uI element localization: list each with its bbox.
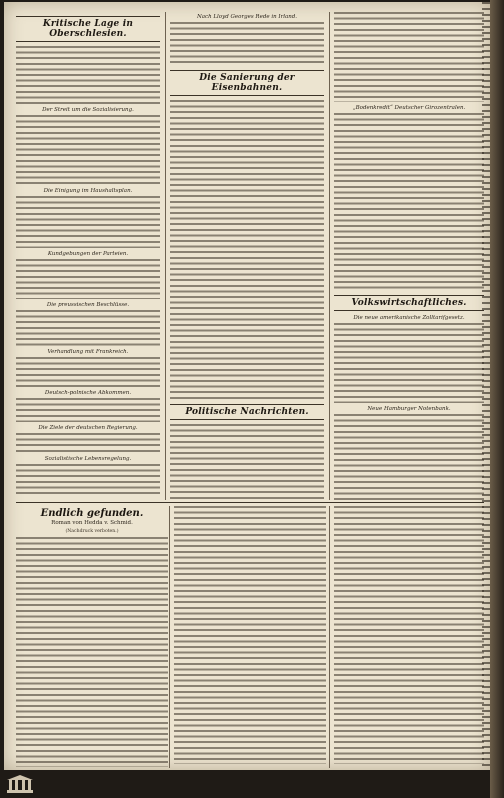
left-subhead-5: Verhandlung mit Frankreich.: [47, 349, 129, 355]
serial-continuation: [334, 506, 484, 768]
article-body: [170, 100, 324, 400]
article-body: [170, 424, 324, 500]
left-subhead-7: Die Ziele der deutschen Regierung.: [38, 425, 138, 431]
middle-section-title: Politische Nachrichten.: [170, 404, 324, 420]
column-divider: [329, 12, 330, 500]
left-subhead-8: Sozialistische Lebensregelung.: [44, 456, 132, 462]
right-subhead-1: „Bodenkredit“ Deutscher Girozentralen.: [352, 105, 466, 111]
page-edge-text: [482, 2, 490, 770]
article-body: [170, 22, 324, 66]
left-column: [16, 12, 160, 500]
article-body: [16, 398, 160, 422]
article-body: [334, 414, 484, 500]
article-body: [16, 46, 160, 104]
serial-continuation: [174, 506, 326, 768]
library-logo-icon: [6, 774, 34, 796]
article-body: [16, 357, 160, 387]
article-body: [16, 259, 160, 299]
left-subhead-4: Die preussischen Beschlüsse.: [46, 302, 130, 308]
serial-reprint-note: (Nachdruck verboten.): [65, 529, 119, 534]
column-divider: [329, 506, 330, 768]
left-subhead-3: Kundgebungen der Parteien.: [47, 251, 129, 257]
article-body: [334, 323, 484, 403]
middle-top-title: Nach Lloyd Georges Rede in Irland.: [196, 14, 298, 20]
section-rule: [16, 502, 484, 503]
archive-footer: [0, 772, 490, 798]
serial-body: [16, 537, 168, 767]
right-column: [334, 12, 484, 500]
book-spine: [490, 0, 504, 798]
column-divider: [169, 506, 170, 768]
serial-title: Endlich gefunden.: [40, 508, 144, 519]
left-subhead-2: Die Einigung im Haushaltsplan.: [43, 188, 133, 194]
article-body: [16, 464, 160, 494]
right-subhead-3: Neue Hamburger Notenbank.: [367, 406, 451, 412]
serial-story: [16, 506, 168, 768]
middle-headline: Die Sanierung der Eisenbahnen.: [170, 70, 324, 96]
left-subhead-6: Deutsch-polnische Abkommen.: [44, 390, 132, 396]
left-headline: Kritische Lage in Oberschlesien.: [16, 16, 160, 42]
serial-body: [174, 506, 326, 764]
right-subhead-2: Die neue amerikanische Zolltarifgesetz.: [353, 315, 465, 321]
middle-column: [170, 12, 324, 500]
article-body: [16, 196, 160, 248]
serial-body: [334, 506, 484, 764]
column-divider: [165, 12, 166, 500]
article-body: [16, 310, 160, 346]
article-body: [334, 12, 484, 102]
article-body: [16, 433, 160, 453]
article-body: [334, 113, 484, 291]
left-subhead-1: Der Streit um die Sozialisierung.: [42, 107, 134, 113]
newspaper-page: [4, 2, 490, 770]
serial-byline: Roman von Hedda v. Schmid.: [51, 520, 133, 526]
article-body: [16, 115, 160, 185]
right-section-title: Volkswirtschaftliches.: [334, 295, 484, 311]
